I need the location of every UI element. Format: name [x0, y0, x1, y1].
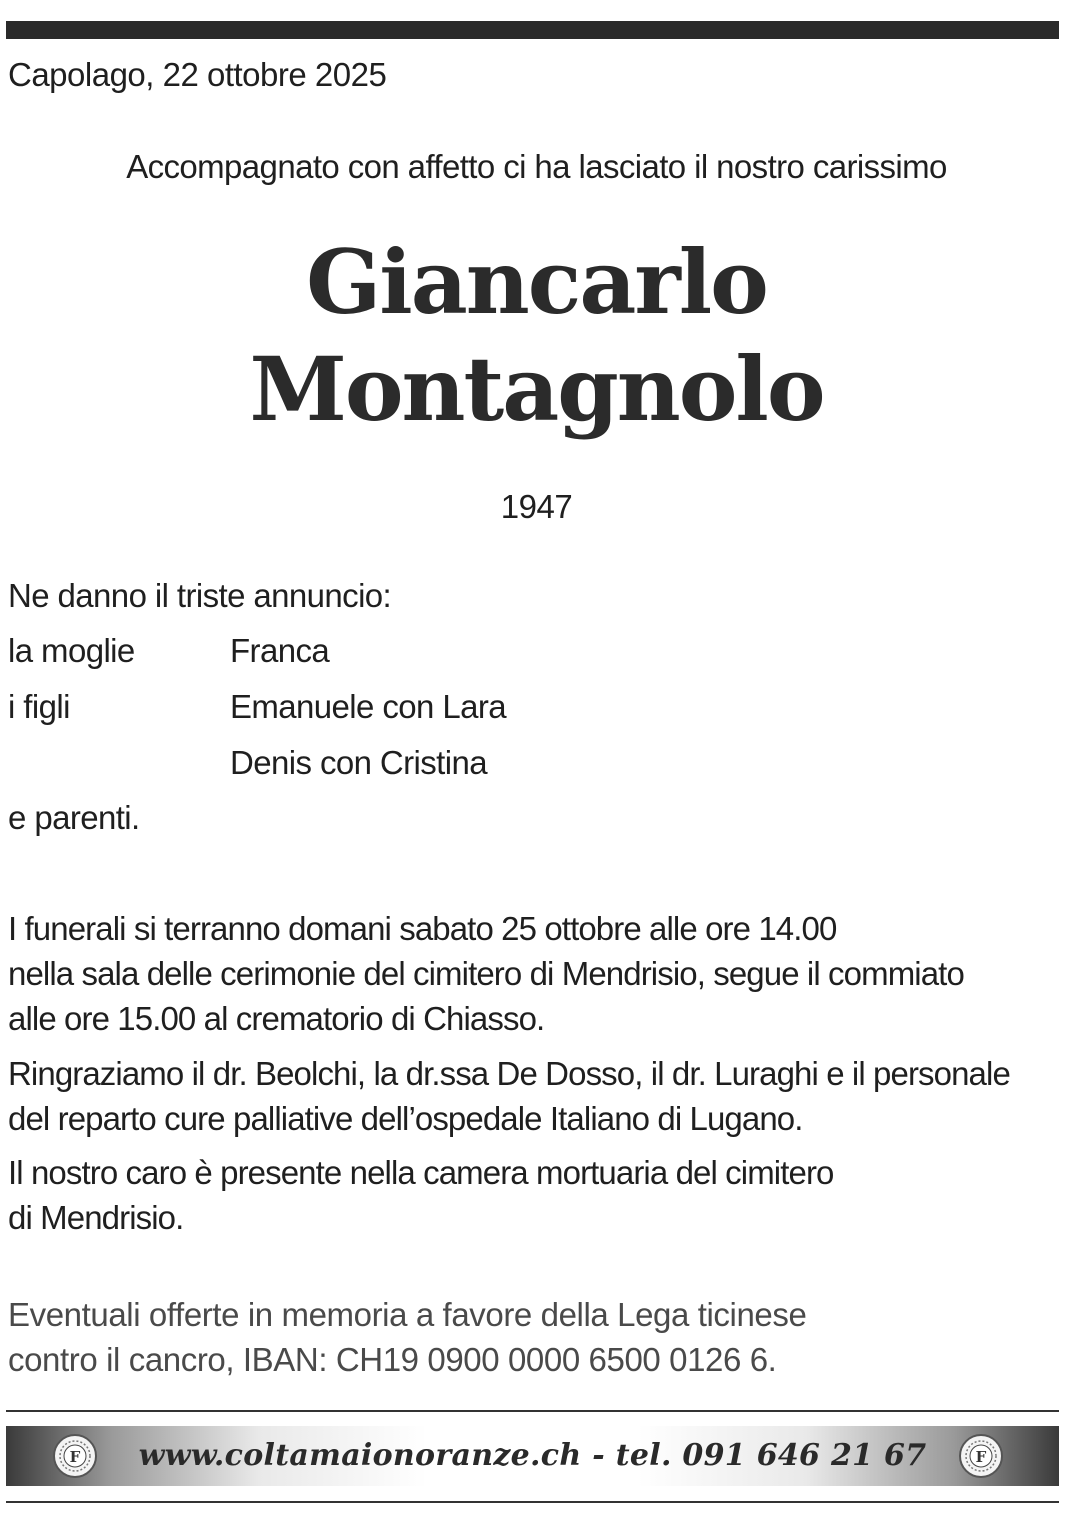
present-line: di Mendrisio. [8, 1199, 184, 1236]
funeral-line: I funerali si terranno domani sabato 25 ottobre alle ore 14.00 [8, 910, 837, 947]
footer-rule-bottom [6, 1501, 1059, 1503]
birth-year: 1947 [500, 488, 573, 525]
funeral-line: nella sala delle cerimonie del cimitero di Mendrisio, segue il commiato [8, 955, 964, 992]
svg-text:F: F [975, 1448, 987, 1466]
thanks-line: Ringraziamo il dr. Beolchi, la dr.ssa De Dosso, il dr. Luraghi e il personale [8, 1055, 1010, 1092]
present-line: Il nostro caro è presente nella camera mortuaria del cimitero [8, 1154, 834, 1191]
family-names: Denis con Cristina [230, 744, 487, 781]
present-paragraph [8, 1150, 1068, 1240]
funeral-paragraph [8, 906, 1068, 1041]
donation-paragraph [8, 1292, 1068, 1382]
footer-contact: www.coltamaionoranze.ch - tel. 091 646 21 67 [138, 1438, 927, 1473]
svg-text:F: F [69, 1448, 81, 1466]
thanks-paragraph [8, 1051, 1068, 1141]
top-bar [6, 21, 1059, 39]
deceased-first-name: Giancarlo [306, 230, 767, 334]
intro-text: Accompagnato con affetto ci ha lasciato il nostro carissimo [126, 148, 947, 185]
relatives-text: e parenti. [8, 799, 140, 836]
donation-line: contro il cancro, IBAN: CH19 0900 0000 6500 0126 6. [8, 1341, 777, 1378]
place-date: Capolago, 22 ottobre 2025 [8, 56, 387, 93]
family-relation: i figli [8, 688, 70, 725]
deceased-last-name: Montagnolo [249, 337, 824, 441]
funeral-home-seal-icon [958, 1433, 1004, 1479]
family-names: Franca [230, 632, 330, 669]
funeral-line: alle ore 15.00 al crematorio di Chiasso. [8, 1000, 545, 1037]
family-relation: la moglie [8, 632, 135, 669]
thanks-line: del reparto cure palliative dell’ospedale Italiano di Lugano. [8, 1100, 803, 1137]
footer-rule-top [6, 1410, 1059, 1412]
donation-line: Eventuali offerte in memoria a favore della Lega ticinese [8, 1296, 807, 1333]
footer-bar [6, 1426, 1059, 1486]
announcement-heading: Ne danno il triste annuncio: [8, 577, 392, 614]
family-names: Emanuele con Lara [230, 688, 506, 725]
